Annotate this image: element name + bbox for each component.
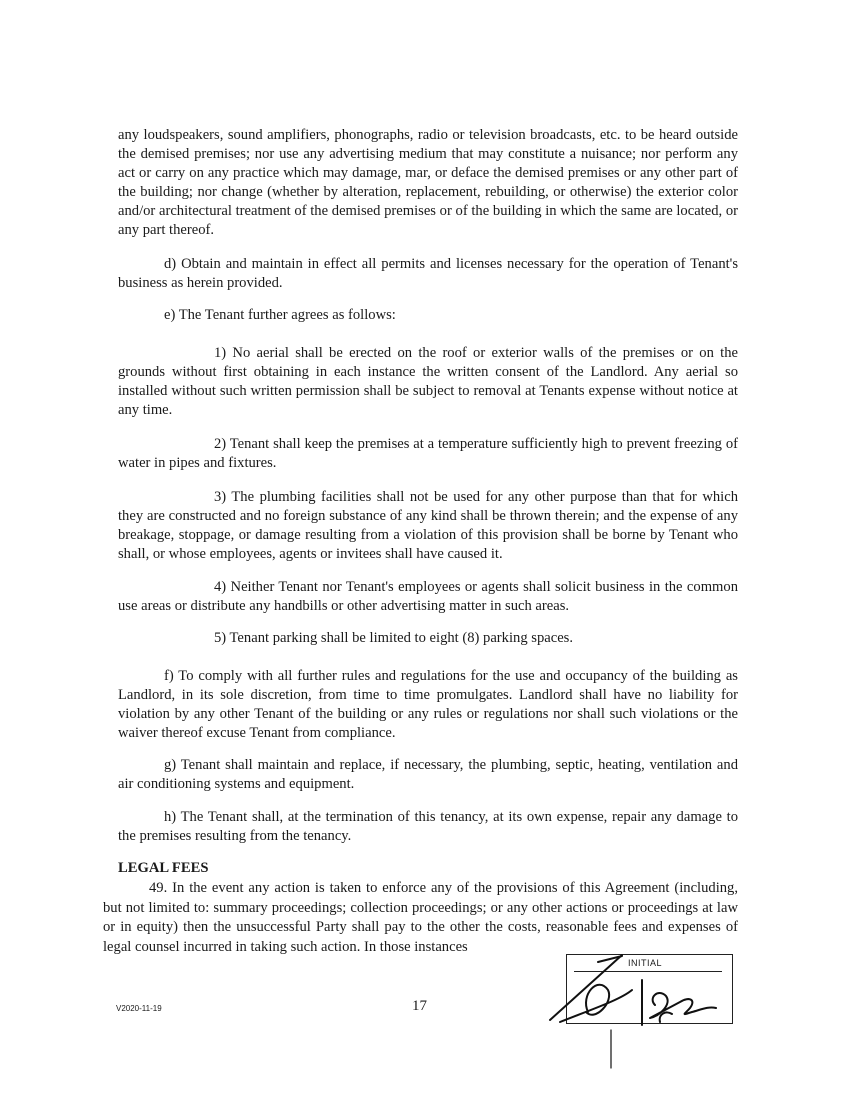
- paragraph-f: f) To comply with all further rules and regulations for the use and occupancy of the building as Landlord, in its sole discretion, from time to time promulgates. Landlord shall have no liability for violation by any other Tenant of the building or any rules or regulations nor shall such violations or the waiver thereof excuse Tenant from compliance.: [118, 668, 738, 741]
- paragraph-e2: 2) Tenant shall keep the premises at a temperature sufficiently high to prevent freezing of water in pipes and fixtures.: [118, 436, 738, 471]
- paragraph-c-continued: any loudspeakers, sound amplifiers, phonographs, radio or television broadcasts, etc. to be heard outside the demised premises; nor use any advertising medium that may constitute a nuisance; nor perform any act or carry on any practice which may damage, mar, or deface the demised premises or any other part of the building; nor change (whether by alteration, replacement, rebuilding, or otherwise) the exterior color and/or architectural treatment of the demised premises or of the building in which the same are located, or any part thereof.: [118, 127, 738, 238]
- paragraph-e4: 4) Neither Tenant nor Tenant's employees or agents shall solicit business in the common use areas or distribute any handbills or other advertising matter in such areas.: [118, 579, 738, 614]
- paragraph-g: g) Tenant shall maintain and replace, if necessary, the plumbing, septic, heating, ventilation and air conditioning systems and equipment.: [118, 757, 738, 792]
- paragraph-e: e) The Tenant further agrees as follows:: [164, 307, 396, 323]
- version-code: V2020-11-19: [116, 1004, 162, 1013]
- handwritten-initials-signature: [540, 950, 750, 1080]
- paragraph-49-legal-fees: 49. In the event any action is taken to enforce any of the provisions of this Agreement (including, but not limited to: summary proceedings; collection proceedings; or any other actions or proceedings at law or in equity) then the unsuccessful Party shall pay to the other the costs, reasonable fees and expenses of legal counsel incurred in taking such action. In those instances: [103, 880, 738, 955]
- page-number: 17: [412, 998, 427, 1014]
- section-heading-legal-fees: LEGAL FEES: [118, 860, 209, 876]
- paragraph-e1: 1) No aerial shall be erected on the roof or exterior walls of the premises or on the grounds without first obtaining in each instance the written consent of the Landlord. Any aerial so installed without such written permission shall be subject to removal at Tenants expense without notice at any time.: [118, 345, 738, 418]
- paragraph-e3: 3) The plumbing facilities shall not be used for any other purpose than that for which they are constructed and no foreign substance of any kind shall be thrown therein; and the expense of any breakage, stoppage, or damage resulting from a violation of this provision shall be borne by Tenant who shall, or whose employees, agents or invitees shall have caused it.: [118, 489, 738, 562]
- paragraph-d: d) Obtain and maintain in effect all permits and licenses necessary for the operation of Tenant's business as herein provided.: [118, 256, 738, 291]
- paragraph-h: h) The Tenant shall, at the termination of this tenancy, at its own expense, repair any damage to the premises resulting from the tenancy.: [118, 809, 738, 844]
- paragraph-e5: 5) Tenant parking shall be limited to eight (8) parking spaces.: [214, 630, 573, 646]
- initial-label: INITIAL: [628, 958, 663, 968]
